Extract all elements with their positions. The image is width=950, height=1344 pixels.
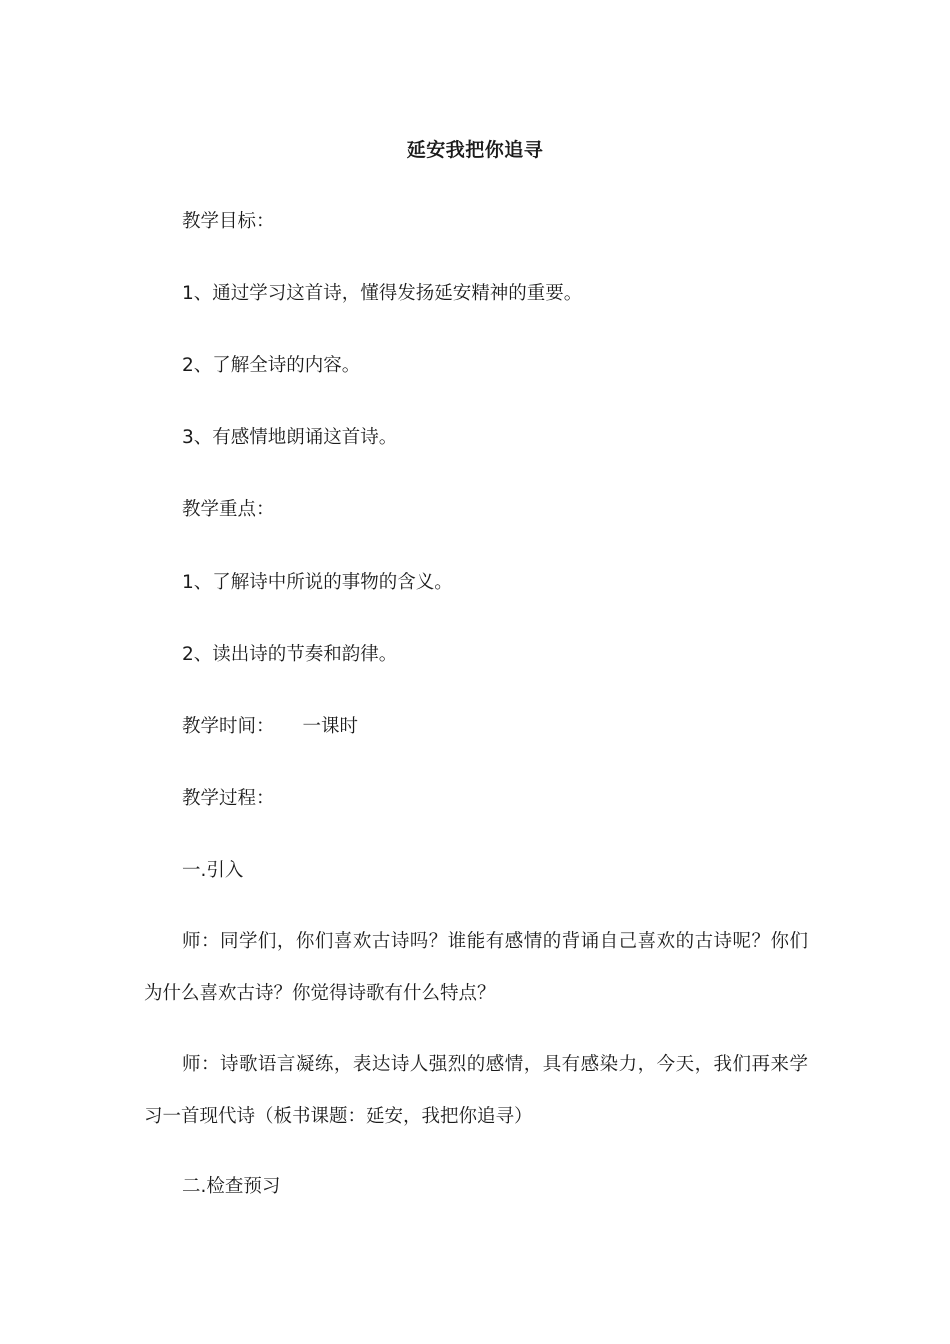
objectives-heading: 教学目标： xyxy=(182,211,275,232)
process-heading: 教学过程： xyxy=(182,788,275,809)
objective-item-3: 3、有感情地朗诵这首诗。 xyxy=(182,427,398,448)
teaching-time-label: 教学时间： xyxy=(182,716,275,737)
paragraph-teacher-introduction: 师：诗歌语言凝练，表达诗人强烈的感情，具有感染力，今天，我们再来学习一首现代诗（板书课题：延安，我把你追寻） xyxy=(144,1054,808,1127)
paragraph-teacher-question: 师：同学们，你们喜欢古诗吗？谁能有感情的背诵自己喜欢的古诗呢？你们为什么喜欢古诗？你觉得诗歌有什么特点？ xyxy=(144,931,808,1004)
teaching-time-value: 一课时 xyxy=(302,716,359,737)
key-point-item-1: 1、了解诗中所说的事物的含义。 xyxy=(182,572,453,593)
objective-item-2: 2、了解全诗的内容。 xyxy=(182,355,361,376)
teaching-time-row xyxy=(182,713,358,741)
key-point-item-2: 2、读出诗的节奏和韵律。 xyxy=(182,644,398,665)
objective-item-1: 1、通过学习这首诗，懂得发扬延安精神的重要。 xyxy=(182,283,583,304)
document-title: 延安我把你追寻 xyxy=(406,139,544,161)
key-points-heading: 教学重点： xyxy=(182,499,275,520)
section-heading-intro: 一.引入 xyxy=(182,860,244,881)
section-heading-preview-check: 二.检查预习 xyxy=(182,1176,281,1197)
